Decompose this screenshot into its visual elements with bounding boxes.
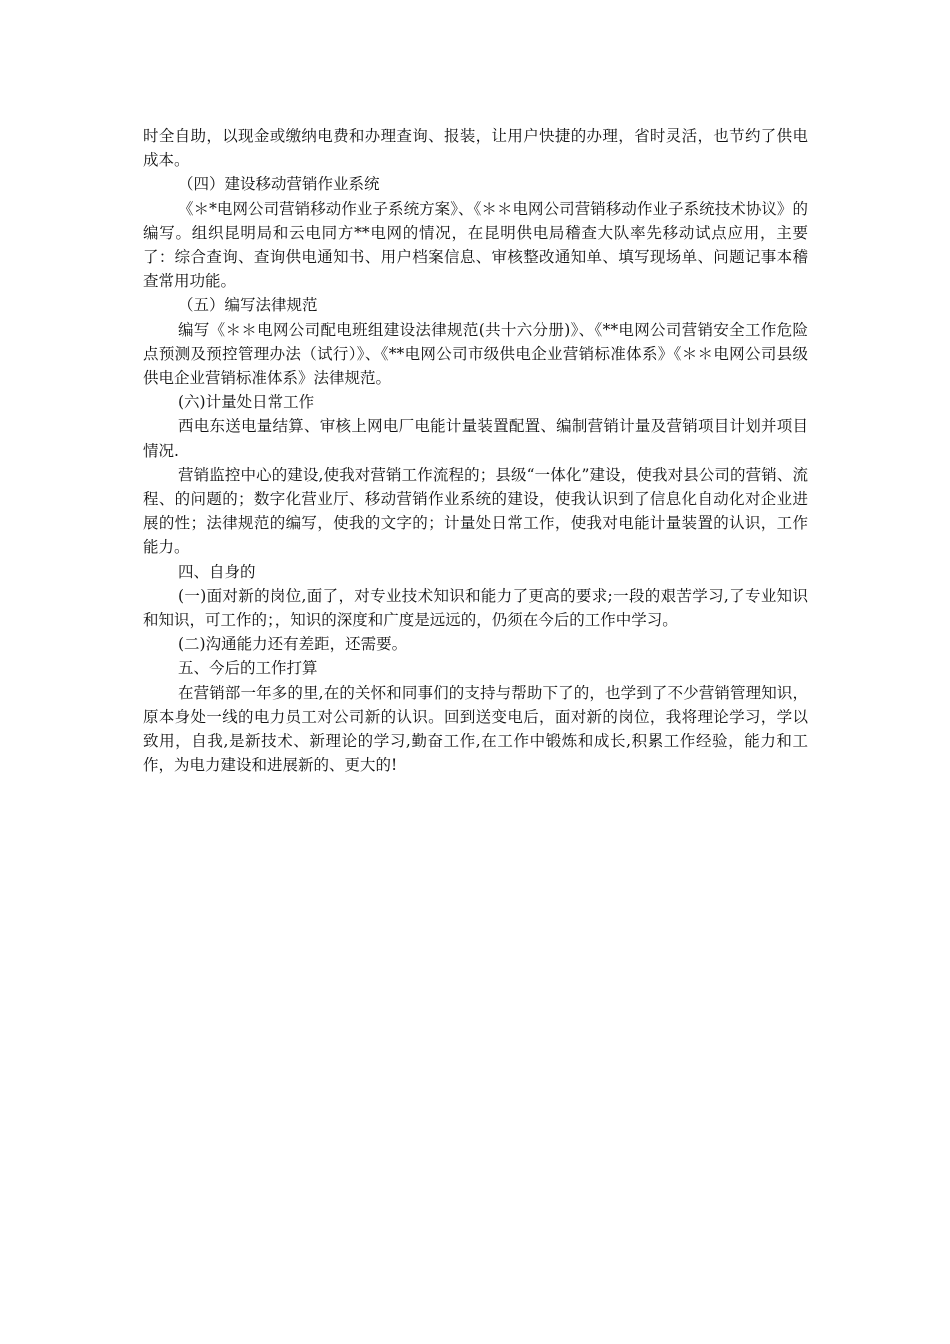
paragraph-metering-work: 西电东送电量结算、审核上网电厂电能计量装置配置、编制营销计量及营销项目计划并项目情况. <box>143 417 808 460</box>
paragraph-summary: 营销监控中心的建设,使我对营销工作流程的；县级“一体化”建设，使我对县公司的营销、流程、的问题的；数字化营业厅、移动营销作业系统的建设，使我认识到了信息化自动化对企业进展的性；法律规范的编写，使我的文字的；计量处日常工作，使我对电能计量装置的认识，工作能力。 <box>143 465 808 557</box>
paragraph-self-2: (二)沟通能力还有差距，还需要。 <box>178 635 408 654</box>
section-heading-6: (六)计量处日常工作 <box>178 393 315 412</box>
document-body <box>143 124 808 777</box>
section-heading-5: （五）编写法律规范 <box>178 296 318 315</box>
paragraph-legal-norms: 编写《＊＊电网公司配电班组建设法律规范(共十六分册)》、《**电网公司营销安全工作危险点预测及预控管理办法（试行）》、《**电网公司市级供电企业营销标准体系》《＊＊电网公司县级供电企业营销标准体系》法律规范。 <box>143 320 808 388</box>
section-heading-plan: 五、今后的工作打算 <box>178 659 318 678</box>
section-heading-4: （四）建设移动营销作业系统 <box>178 175 380 194</box>
paragraph-self-1: (一)面对新的岗位,面了，对专业技术知识和能力了更高的要求;一段的艰苦学习,了专业知识和知识，可工作的；，知识的深度和广度是远远的，仍须在今后的工作中学习。 <box>143 586 808 630</box>
paragraph-continued: 时全自助，以现金或缴纳电费和办理查询、报装，让用户快捷的办理，省时灵活，也节约了供电成本。 <box>143 127 808 170</box>
paragraph-mobile-system: 《＊*电网公司营销移动作业子系统方案》、《＊＊电网公司营销移动作业子系统技术协议》的编写。组织昆明局和云电同方**电网的情况，在昆明供电局稽查大队率先移动试点应用，主要了：综合查询、查询供电通知书、用户档案信息、审核整改通知单、填写现场单、问题记事本稽查常用功能。 <box>143 199 808 291</box>
section-heading-self: 四、自身的 <box>178 562 256 581</box>
paragraph-plan: 在营销部一年多的里,在的关怀和同事们的支持与帮助下了的，也学到了不少营销管理知识，原本身处一线的电力员工对公司新的认识。回到送变电后，面对新的岗位，我将理论学习，学以致用，自我,是新技术、新理论的学习,勤奋工作,在工作中锻炼和成长,积累工作经验，能力和工作，为电力建设和进展新的、更大的! <box>143 683 808 775</box>
